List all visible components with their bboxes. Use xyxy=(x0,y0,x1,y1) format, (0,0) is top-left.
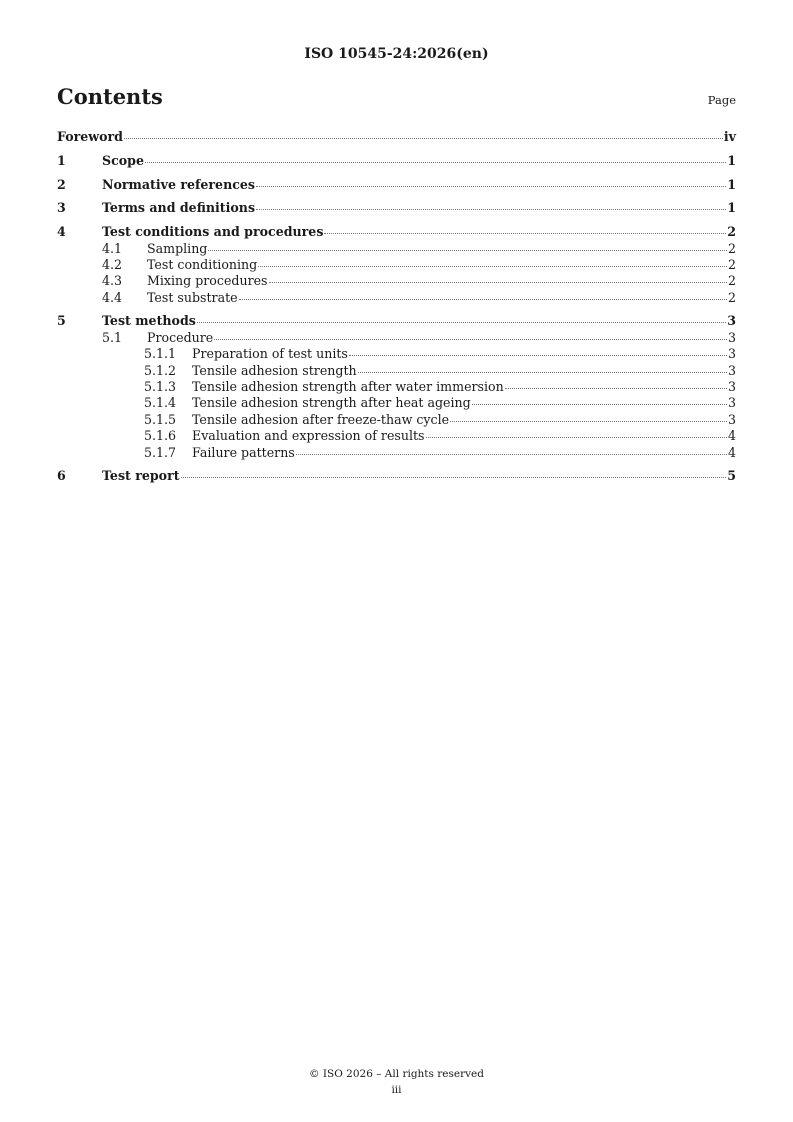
toc-entry-page: 3 xyxy=(727,329,736,345)
toc-entry[interactable] xyxy=(57,445,736,461)
page-column-label: Page xyxy=(707,93,736,107)
toc-entry-page: 1 xyxy=(727,200,736,216)
toc-entry-page: 3 xyxy=(727,395,736,411)
toc-entry-page: 1 xyxy=(727,176,736,192)
dot-leader xyxy=(450,421,727,422)
toc-entry-number: 4.1 xyxy=(102,240,123,256)
dot-leader xyxy=(214,339,727,340)
toc-entry[interactable] xyxy=(57,273,736,289)
dot-leader xyxy=(239,299,727,300)
toc-entry[interactable] xyxy=(57,200,736,216)
toc-entry-number: 5.1.5 xyxy=(144,411,177,427)
table-of-contents xyxy=(57,129,736,485)
contents-title: Contents xyxy=(57,84,163,109)
toc-entry-number: 4.4 xyxy=(102,289,123,305)
toc-entry-number: 3 xyxy=(57,200,66,216)
dot-leader xyxy=(145,162,726,163)
dot-leader xyxy=(208,250,727,251)
toc-entry-number: 5.1.7 xyxy=(144,444,177,460)
toc-entry-number: 5.1.2 xyxy=(144,362,177,378)
toc-entry-title[interactable]: Failure patterns xyxy=(192,444,295,460)
copyright-notice: © ISO 2026 – All rights reserved xyxy=(309,1068,484,1080)
toc-entry-number: 5 xyxy=(57,313,66,329)
toc-entry-number: 6 xyxy=(57,468,66,484)
toc-entry-title[interactable]: Evaluation and expression of results xyxy=(192,428,425,444)
toc-entry-page: 3 xyxy=(727,362,736,378)
dot-leader xyxy=(124,138,723,139)
toc-entry[interactable] xyxy=(57,290,736,306)
toc-entry-number: 2 xyxy=(57,176,66,192)
toc-entry-title[interactable]: Mixing procedures xyxy=(147,273,268,289)
toc-entry[interactable] xyxy=(57,224,736,240)
toc-entry-title[interactable]: Tensile adhesion after freeze-thaw cycle xyxy=(192,411,450,427)
toc-entry-title[interactable]: Tensile adhesion strength after water immersion xyxy=(192,379,504,395)
toc-entry[interactable] xyxy=(57,241,736,257)
toc-entry-page: iv xyxy=(723,129,736,144)
toc-entry-page: 1 xyxy=(727,152,736,168)
toc-entry-page: 3 xyxy=(727,346,736,362)
toc-entry-page: 2 xyxy=(727,273,736,289)
contents-title-row xyxy=(57,84,736,109)
toc-entry[interactable] xyxy=(57,428,736,444)
toc-entry-title[interactable]: Procedure xyxy=(147,329,214,345)
toc-entry-page: 2 xyxy=(727,240,736,256)
toc-entry[interactable] xyxy=(57,468,736,484)
toc-entry-page: 2 xyxy=(727,224,736,240)
toc-entry-number: 4 xyxy=(57,224,66,240)
page-footer xyxy=(0,1066,793,1098)
toc-entry-page: 2 xyxy=(727,256,736,272)
toc-entry-title[interactable]: Test substrate xyxy=(147,289,238,305)
toc-entry-title[interactable]: Test methods xyxy=(102,313,196,329)
dot-leader xyxy=(181,477,727,478)
toc-entry-title[interactable]: Foreword xyxy=(57,129,123,144)
toc-entry-number: 5.1.4 xyxy=(144,395,177,411)
toc-entry-title[interactable]: Test conditioning xyxy=(147,256,258,272)
dot-leader xyxy=(426,437,727,438)
dot-leader xyxy=(256,209,726,210)
dot-leader xyxy=(472,404,727,405)
toc-entry-number: 5.1.1 xyxy=(144,346,177,362)
toc-entry-page: 3 xyxy=(727,379,736,395)
toc-entry-title[interactable]: Preparation of test units xyxy=(192,346,348,362)
toc-entry[interactable] xyxy=(57,153,736,169)
toc-entry-number: 5.1.3 xyxy=(144,379,177,395)
toc-entry-number: 4.2 xyxy=(102,256,123,272)
toc-entry[interactable] xyxy=(57,177,736,193)
toc-entry-number: 1 xyxy=(57,152,66,168)
toc-entry-page: 3 xyxy=(727,313,736,329)
toc-entry[interactable] xyxy=(57,395,736,411)
toc-entry-title[interactable]: Tensile adhesion strength after heat ageing xyxy=(192,395,471,411)
dot-leader xyxy=(197,322,726,323)
document-id-header: ISO 10545-24:2026(en) xyxy=(304,46,489,62)
toc-entry-number: 5.1 xyxy=(102,329,123,345)
dot-leader xyxy=(324,233,726,234)
toc-entry-title[interactable]: Tensile adhesion strength xyxy=(192,362,357,378)
dot-leader xyxy=(256,186,726,187)
toc-entry-title[interactable]: Sampling xyxy=(147,240,208,256)
toc-entry-page: 4 xyxy=(727,428,736,444)
toc-entry-page: 4 xyxy=(727,444,736,460)
dot-leader xyxy=(349,355,727,356)
toc-entry-title[interactable]: Test conditions and procedures xyxy=(102,224,324,240)
toc-entry-title[interactable]: Terms and definitions xyxy=(102,200,256,216)
toc-entry-page: 3 xyxy=(727,411,736,427)
toc-entry-title[interactable]: Normative references xyxy=(102,176,256,192)
toc-entry-page: 2 xyxy=(727,289,736,305)
toc-entry-number: 4.3 xyxy=(102,273,123,289)
dot-leader xyxy=(296,454,727,455)
toc-entry-page: 5 xyxy=(727,468,736,484)
toc-entry[interactable] xyxy=(57,412,736,428)
dot-leader xyxy=(505,388,727,389)
toc-entry-number: 5.1.6 xyxy=(144,428,177,444)
toc-entry[interactable] xyxy=(57,313,736,329)
dot-leader xyxy=(269,282,727,283)
toc-entry[interactable] xyxy=(57,346,736,362)
dot-leader xyxy=(358,372,727,373)
toc-entry-title[interactable]: Scope xyxy=(102,152,144,168)
page-number: iii xyxy=(391,1084,402,1096)
toc-entry[interactable] xyxy=(57,330,736,346)
toc-entry-title[interactable]: Test report xyxy=(102,468,180,484)
toc-entry[interactable] xyxy=(57,379,736,395)
toc-entry[interactable] xyxy=(57,257,736,273)
toc-entry[interactable] xyxy=(57,129,736,145)
dot-leader xyxy=(258,266,727,267)
toc-entry[interactable] xyxy=(57,363,736,379)
